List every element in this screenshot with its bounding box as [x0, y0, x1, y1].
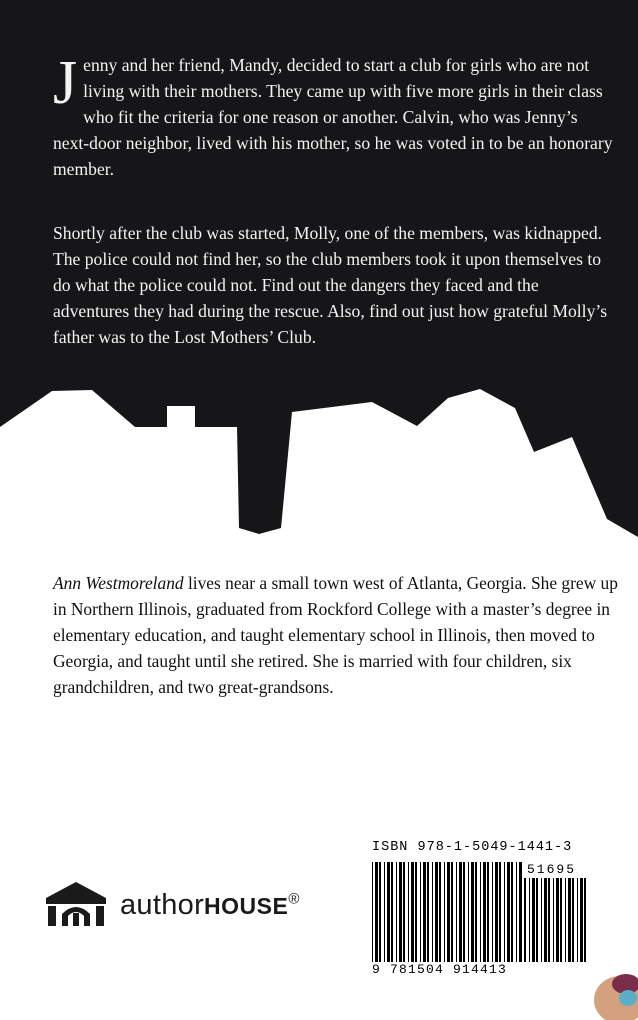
- barcode-main-bar-18: [444, 862, 445, 962]
- barcode-main-bar-14: [427, 862, 429, 962]
- barcode-main-bar-8: [403, 862, 405, 962]
- barcode-main-bar-12: [420, 862, 421, 962]
- barcode-main-bar-26: [475, 862, 477, 962]
- barcode-addon-bar-0: [524, 878, 526, 962]
- barcode-main-bar-33: [504, 862, 505, 962]
- barcode-main-bar-15: [432, 862, 433, 962]
- barcode-main-bar-3: [384, 862, 385, 962]
- barcode-main-bar-10: [411, 862, 414, 962]
- barcode-main-bar-17: [439, 862, 441, 962]
- registered-mark: ®: [288, 889, 300, 907]
- barcode-addon-bar-1: [529, 878, 530, 962]
- barcode-addon-bar-9: [560, 878, 562, 962]
- barcode-main-bar-4: [387, 862, 390, 962]
- barcode-main-bar-20: [451, 862, 453, 962]
- barcode-main-bar-37: [519, 862, 522, 962]
- barcode-addon-bar-2: [532, 878, 535, 962]
- barcode-addon-bar-5: [544, 878, 547, 962]
- publisher-name: [120, 889, 300, 922]
- barcode-addon-bar-14: [580, 878, 583, 962]
- barcode-main-bar-19: [447, 862, 450, 962]
- barcode-main-bar-9: [408, 862, 409, 962]
- barcode-main-bar-25: [471, 862, 474, 962]
- barcode-addon-bar-7: [553, 878, 554, 962]
- barcode-main-bar-29: [487, 862, 489, 962]
- barcode-main-bar-6: [396, 862, 397, 962]
- barcode-addon-bar-15: [584, 878, 586, 962]
- barcode-addon-bar-12: [572, 878, 574, 962]
- ean-digits: 9 781504 914413: [372, 962, 508, 977]
- publisher-logo: [44, 880, 300, 930]
- author-bio: [53, 570, 618, 700]
- price-code: 51695: [527, 862, 577, 877]
- barcode-main-bar-21: [456, 862, 457, 962]
- barcode-addon-bar-10: [565, 878, 566, 962]
- publisher-name-suffix: HOUSE: [204, 892, 289, 919]
- barcode-addon-bar-6: [548, 878, 550, 962]
- barcode-addon-bar-8: [556, 878, 559, 962]
- barcode-main-bar-30: [492, 862, 493, 962]
- drop-cap: J: [53, 49, 78, 117]
- author-name: Ann Westmoreland: [53, 573, 184, 593]
- ean-barcode: [372, 862, 587, 962]
- barcode-main-bar-34: [507, 862, 510, 962]
- barcode-main-bar-13: [423, 862, 426, 962]
- isbn-barcode-block: [372, 840, 587, 977]
- barcode-main-bar-27: [480, 862, 481, 962]
- blurb-paragraph-1: [53, 49, 613, 182]
- publisher-building-icon: [44, 880, 108, 930]
- barcode-main-bar-36: [516, 862, 517, 962]
- barcode-main-bar-32: [499, 862, 501, 962]
- decorative-corner-image: [590, 970, 638, 1020]
- barcode-main-bar-23: [463, 862, 465, 962]
- barcode-main-bar-7: [399, 862, 402, 962]
- barcode-main-bar-1: [375, 862, 378, 962]
- blurb-paragraph-1-text: enny and her friend, Mandy, decided to start a club for girls who are not living with their mothers. They came up with five more girls in their class who fit the criteria for one reason or another. Calvin, who was Jenny’s next-door neighbor, lived with his mother, so he was voted in to be an honorary member.: [53, 55, 613, 179]
- barcode-addon-bar-3: [536, 878, 538, 962]
- barcode-main-bar-2: [379, 862, 381, 962]
- publisher-name-prefix: author: [120, 888, 205, 921]
- barcode-main-bar-35: [511, 862, 513, 962]
- barcode-addon-bar-13: [577, 878, 578, 962]
- barcode-main-bar-0: [372, 862, 373, 962]
- barcode-addon-bar-4: [541, 878, 542, 962]
- barcode-main-bar-16: [435, 862, 438, 962]
- author-bio-text: lives near a small town west of Atlanta, Georgia. She grew up in Northern Illinois, graduated from Rockford College with a master’s degree in elementary education, and taught elementary school in Illinois, then moved to Georgia, and taught until she retired. She is married with four children, six grandchildren, and two great-grandsons.: [53, 573, 618, 697]
- barcode-main-bar-22: [459, 862, 462, 962]
- barcode-main-bar-5: [391, 862, 393, 962]
- barcode-main-bar-11: [415, 862, 417, 962]
- barcode-addon-bar-11: [568, 878, 571, 962]
- barcode-main-bar-24: [468, 862, 469, 962]
- barcode-main-bar-31: [495, 862, 498, 962]
- isbn-label: ISBN 978-1-5049-1441-3: [372, 840, 573, 855]
- barcode-main-bar-28: [483, 862, 486, 962]
- blurb-paragraph-2: Shortly after the club was started, Molly, one of the members, was kidnapped. The police could not find her, so the club members took it upon themselves to do what the police could not. Find out the dangers they faced and the adventures they had during the rescue. Also, find out just how grateful Molly’s father was to the Lost Mothers’ Club.: [53, 223, 608, 347]
